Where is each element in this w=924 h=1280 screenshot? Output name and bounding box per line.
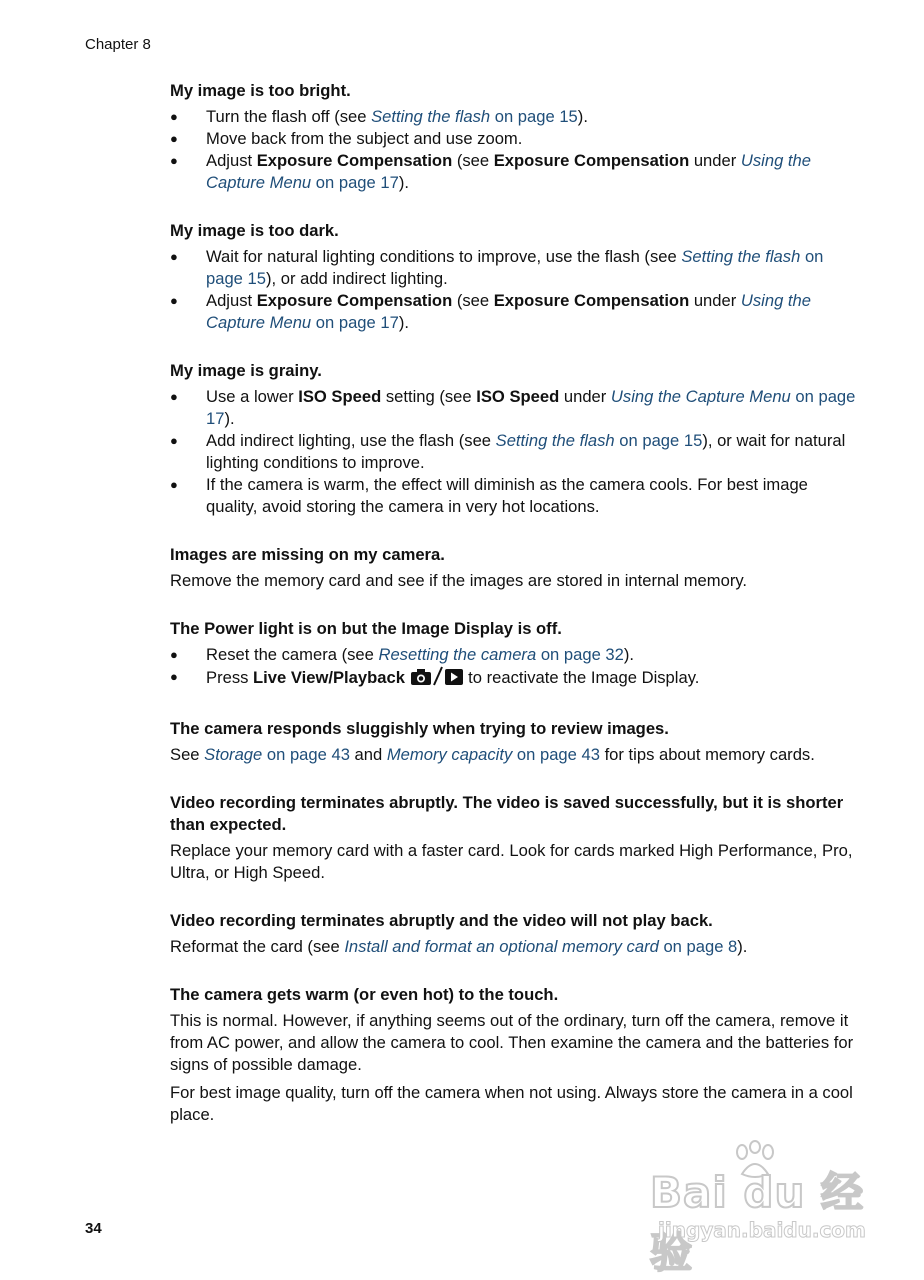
link-page: on page 43 xyxy=(262,745,350,764)
page-number: 34 xyxy=(85,1220,102,1237)
bullet-list xyxy=(170,106,860,194)
list-item xyxy=(170,386,860,430)
bullet-list xyxy=(170,246,860,334)
link-title: Using the Capture Menu xyxy=(206,291,811,332)
link-memory-capacity[interactable] xyxy=(387,745,600,764)
text-span: ), or wait for natural lighting conditions to improve. xyxy=(206,431,846,472)
section-heading: My image is too bright. xyxy=(170,81,351,100)
section-heading: Video recording terminates abruptly. The video is saved successfully, but it is shorter than expected. xyxy=(170,793,844,834)
baidu-watermark xyxy=(650,1140,880,1277)
text-span: Adjust xyxy=(206,291,257,310)
section-too-bright xyxy=(170,80,860,194)
text-span: and xyxy=(349,745,387,764)
bold-term: Live View/Playback xyxy=(253,668,405,687)
section-power-light xyxy=(170,618,860,692)
section-heading: The camera gets warm (or even hot) to the touch. xyxy=(170,985,559,1004)
bold-term: Exposure Compensation xyxy=(493,291,690,310)
link-page: on page 8 xyxy=(658,937,738,956)
list-item xyxy=(170,106,860,128)
section-heading: The Power light is on but the Image Display is off. xyxy=(170,619,562,638)
link-title: Setting the flash xyxy=(495,431,615,450)
text-span: ), or add indirect lighting. xyxy=(265,269,448,288)
text-span: under xyxy=(559,387,611,406)
list-item xyxy=(170,666,860,692)
link-page: on page 17 xyxy=(311,173,399,192)
text-span: to reactivate the Image Display. xyxy=(463,668,700,687)
text-span: Wait for natural lighting conditions to improve, use the flash (see xyxy=(206,247,682,266)
text-span: ). xyxy=(623,645,635,664)
link-page: on page 17 xyxy=(206,387,856,428)
section-heading: My image is too dark. xyxy=(170,221,339,240)
link-resetting-camera[interactable] xyxy=(378,645,623,664)
section-too-dark xyxy=(170,220,860,334)
text-span: Reformat the card (see xyxy=(170,937,345,956)
text-span: Adjust xyxy=(206,151,257,170)
playback-icon xyxy=(444,668,464,692)
link-title: Resetting the camera xyxy=(378,645,537,664)
document-body xyxy=(170,80,860,1152)
paragraph: For best image quality, turn off the camera when not using. Always store the camera in a cool place. xyxy=(170,1083,853,1124)
link-title: Install and format an optional memory card xyxy=(344,937,659,956)
text-span: Use a lower xyxy=(206,387,299,406)
watermark-logo: Bai du 经验 xyxy=(650,1168,864,1277)
text-span: If the camera is warm, the effect will diminish as the camera cools. For best image quality, avoid storing the camera in very hot locations. xyxy=(206,475,808,516)
section-camera-warm xyxy=(170,984,860,1126)
text-span: ). xyxy=(224,409,235,428)
section-heading: My image is grainy. xyxy=(170,361,322,380)
paragraph: This is normal. However, if anything seems out of the ordinary, turn off the camera, remove it from AC power, and allow the camera to cool. Then examine the camera and the batteries for signs of possible damage. xyxy=(170,1011,854,1074)
link-page: on page 15 xyxy=(206,247,824,288)
link-title: Setting the flash xyxy=(371,107,491,126)
watermark-url: jingyan.baidu.com xyxy=(658,1218,866,1242)
paragraph: Replace your memory card with a faster card. Look for cards marked High Performance, Pro, Ultra, or High Speed. xyxy=(170,841,853,882)
link-title: Setting the flash xyxy=(681,247,801,266)
bold-term: Exposure Compensation xyxy=(256,291,453,310)
paragraph: Remove the memory card and see if the images are stored in internal memory. xyxy=(170,571,748,590)
section-heading: The camera responds sluggishly when trying to review images. xyxy=(170,719,669,738)
link-title: Storage xyxy=(204,745,263,764)
paragraph xyxy=(170,744,860,766)
paragraph xyxy=(170,936,860,958)
section-video-short xyxy=(170,792,860,884)
text-span: Press xyxy=(206,668,254,687)
section-heading: Images are missing on my camera. xyxy=(170,545,445,564)
text-span: for tips about memory cards. xyxy=(599,745,815,764)
text-span: under xyxy=(689,291,741,310)
text-span: Move back from the subject and use zoom. xyxy=(206,129,523,148)
bold-term: Exposure Compensation xyxy=(493,151,690,170)
list-item xyxy=(170,644,860,666)
text-span: Add indirect lighting, use the flash (see xyxy=(206,431,496,450)
link-install-format-card[interactable] xyxy=(344,937,737,956)
text-span: Turn the flash off (see xyxy=(206,107,372,126)
text-span: Reset the camera (see xyxy=(206,645,379,664)
text-span: ). xyxy=(577,107,588,126)
list-item xyxy=(170,128,860,150)
text-span: setting (see xyxy=(381,387,477,406)
bold-term: ISO Speed xyxy=(298,387,382,406)
section-video-no-play xyxy=(170,910,860,958)
text-span: ). xyxy=(398,173,409,192)
text-span: under xyxy=(689,151,741,170)
list-item xyxy=(170,290,860,334)
link-title: Using the Capture Menu xyxy=(206,151,811,192)
text-span: See xyxy=(170,745,205,764)
link-storage[interactable] xyxy=(204,745,350,764)
section-grainy xyxy=(170,360,860,518)
section-sluggish xyxy=(170,718,860,766)
bullet-list xyxy=(170,644,860,692)
bold-term: Exposure Compensation xyxy=(256,151,453,170)
list-item xyxy=(170,430,860,474)
text-span: ). xyxy=(398,313,409,332)
link-setting-the-flash[interactable] xyxy=(496,431,703,450)
text-span: ). xyxy=(737,937,748,956)
link-page: on page 17 xyxy=(311,313,399,332)
chapter-header: Chapter 8 xyxy=(85,36,151,53)
camera-icon xyxy=(410,668,432,692)
slash-separator-icon xyxy=(432,666,444,692)
link-page: on page 32 xyxy=(536,645,624,664)
list-item xyxy=(170,474,860,518)
section-heading: Video recording terminates abruptly and the video will not play back. xyxy=(170,911,713,930)
bold-term: ISO Speed xyxy=(476,387,560,406)
list-item xyxy=(170,246,860,290)
link-title: Using the Capture Menu xyxy=(610,387,791,406)
bullet-list xyxy=(170,386,860,518)
text-span: (see xyxy=(452,151,494,170)
link-setting-the-flash[interactable] xyxy=(371,107,578,126)
link-page: on page 15 xyxy=(614,431,703,450)
list-item xyxy=(170,150,860,194)
link-page: on page 15 xyxy=(490,107,578,126)
link-page: on page 43 xyxy=(512,745,600,764)
link-title: Memory capacity xyxy=(386,745,513,764)
section-images-missing xyxy=(170,544,860,592)
text-span: (see xyxy=(452,291,494,310)
